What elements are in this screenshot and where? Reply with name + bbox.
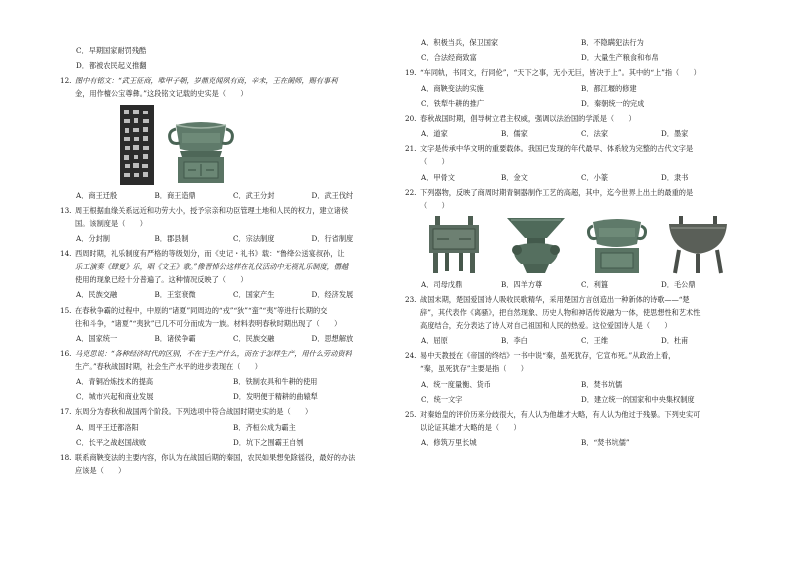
question-text: “秦，虽死犹存”主要是指（ ） — [420, 364, 528, 374]
option: C．早期国家耐罚残酷 — [76, 46, 147, 55]
option-d: D．发明便于精耕的曲辕犁 — [233, 392, 318, 402]
question-16 — [60, 349, 390, 371]
option-b: B．金文 — [501, 172, 528, 182]
option-a: A．商王迁殷 — [76, 190, 118, 200]
question-number: 14. — [60, 249, 72, 259]
question-text: （ ） — [420, 200, 449, 210]
q17-options-row2 — [76, 438, 390, 447]
question-text: “车同轨，书同文，行同伦”，“天下之事，无小无巨，皆决于上”。其中的“上”指（ ） — [420, 68, 701, 78]
question-text: 文字是传承中华文明的重要载体。我国已发现的年代最早、体系较为完整的古代文字是 — [420, 144, 694, 154]
q12-options — [76, 191, 390, 200]
question-number: 13. — [60, 205, 72, 215]
q23-options — [421, 336, 741, 345]
option-d: D．杜甫 — [661, 336, 689, 346]
question-text: 对秦始皇的评价历来分歧很大，有人认为他雄才大略，有人认为他过于残暴。下列史实可 — [420, 410, 701, 419]
q15-options — [76, 334, 390, 343]
option-b: B．四羊方尊 — [501, 279, 543, 289]
option-a: A．青铜冶炼技术的提高 — [76, 377, 154, 387]
question-text: 生产。”春秋战国时期，社会生产水平的进步表现在（ ） — [75, 361, 262, 371]
question-text: 辞”，其代表作《离骚》，把自然现象、历史人物和神话传说融为一体，使思想性和艺术性 — [420, 308, 701, 318]
question-15 — [60, 306, 390, 328]
question-21 — [405, 144, 741, 166]
option-a: A．积极当兵，保卫国家 — [421, 38, 499, 47]
option-d: D．墨家 — [661, 129, 689, 139]
option-a: A．商鞅变法的实施 — [421, 83, 484, 93]
right-column — [405, 34, 741, 453]
q20-options — [421, 129, 741, 138]
q14-options — [76, 290, 390, 299]
question-text: 在春秋争霸的过程中，中原的“诸夏”同周边的“戎”“狄”“蛮”“夷”等进行长期的交 — [75, 305, 328, 315]
option-a: A．屈原 — [421, 336, 448, 346]
question-text: （ ） — [420, 157, 449, 167]
simuwu-ding-image — [423, 216, 485, 274]
question-text: 图中有铭文：“武王征商，唯甲子朝，岁鼎克闻夙有商，辛未，王在阑师，赐有事利 — [75, 76, 338, 86]
question-13 — [60, 206, 390, 228]
option-d: D．思想解放 — [311, 333, 354, 343]
q11-options — [76, 46, 390, 55]
question-14 — [60, 249, 390, 284]
option-a: A．统一度量衡、货币 — [421, 379, 491, 389]
option-d: D．武王伐纣 — [311, 190, 354, 200]
q18-options-row1 — [421, 38, 741, 47]
question-number: 12. — [60, 76, 72, 86]
option-d: D．毛公鼎 — [661, 279, 696, 289]
question-24 — [405, 351, 741, 373]
q24-options-row2 — [421, 395, 741, 404]
question-text: 下列器物，反映了商周时期青铜器制作工艺的高超，其中，迄今世界上出土的最重的是 — [420, 187, 694, 197]
question-text: 国。该制度是（ ） — [75, 218, 147, 228]
option-d: D．经济发展 — [311, 290, 354, 300]
question-25 — [405, 410, 741, 432]
question-text: 高度结合，充分表达了诗人对自己祖国和人民的热爱。这位爱国诗人是（ ） — [420, 321, 672, 331]
question-text: 金，用作檀公宝尊彝。”这段铭文记载的史实是（ ） — [75, 89, 248, 99]
question-19 — [405, 68, 741, 77]
li-gui-image — [587, 216, 647, 274]
question-number: 22. — [405, 187, 417, 197]
option-d: D．坑下之围霸王自刎 — [233, 437, 304, 447]
question-12 — [60, 76, 390, 98]
option-b: B．铁制农具和牛耕的使用 — [233, 377, 318, 387]
question-number: 24. — [405, 351, 417, 361]
option-d: D．秦朝统一的完成 — [581, 98, 645, 108]
option-a: A．修筑万里长城 — [421, 438, 477, 448]
option-b: B．焚书坑儒 — [581, 379, 623, 389]
q11-options-2 — [76, 61, 390, 70]
option-b: B．“焚书坑儒” — [581, 438, 630, 448]
option-c: C．城市兴起和商业发展 — [76, 392, 154, 402]
question-text: 乐工演奏《肆夏》乐，唱《文王》歌。”像晋悼公这样在礼仪活动中无视礼乐制度，僭越 — [75, 262, 349, 272]
question-text: 战国末期，楚国爱国诗人吸收民歌精华，采用楚国方言创造出一种新体的诗歌——“楚 — [420, 295, 690, 305]
option-b: B．郡县制 — [154, 233, 189, 243]
question-number: 25. — [405, 410, 417, 419]
option-c: C．长平之战赵国战败 — [76, 437, 147, 447]
question-17 — [60, 407, 390, 416]
question-number: 23. — [405, 295, 417, 305]
bronze-gui-vessel-image — [168, 115, 234, 185]
q22-images — [423, 216, 741, 274]
q16-options-row1 — [76, 377, 390, 386]
question-number: 16. — [60, 348, 72, 358]
q16-options-row2 — [76, 392, 390, 401]
option-b: B．不隐瞒犯法行为 — [581, 38, 644, 47]
option-c: C．武王分封 — [233, 190, 275, 200]
option-c: C．统一文字 — [421, 394, 463, 404]
question-number: 21. — [405, 144, 417, 154]
question-text: 以论证其雄才大略的是（ ） — [420, 423, 521, 432]
question-text: 西周时期，礼乐制度有严格的等级划分，而《史记・礼书》载：“鲁绛公送宴叔孙，让 — [75, 249, 345, 259]
option-c: C．合法经商致富 — [421, 53, 477, 63]
question-number: 15. — [60, 305, 72, 315]
question-text: 易中天教授在《帝国的终结》一书中说“秦，虽死犹存，它宣布死。”从政治上看， — [420, 351, 676, 361]
question-text: 周王根据血缘关系远近和功劳大小，授予宗亲和功臣管理土地和人民的权力，建立诸侯 — [75, 205, 349, 215]
option-d: D．隶书 — [661, 172, 689, 182]
q22-options — [421, 280, 741, 289]
option-c: C．小篆 — [581, 172, 609, 182]
question-number: 19. — [405, 68, 417, 78]
left-column — [60, 34, 390, 481]
option-a: A．甲骨文 — [421, 172, 455, 182]
option-b: B．王室衰微 — [154, 290, 196, 300]
option-a: A．司母戊鼎 — [421, 279, 463, 289]
option-c: C．宗法制度 — [233, 233, 275, 243]
option-b: B．儒家 — [501, 129, 528, 139]
four-ram-square-zun-image — [503, 216, 569, 274]
option-b: B．齐桓公成为霸主 — [233, 422, 296, 432]
option-a: A．周平王迁都洛阳 — [76, 422, 139, 432]
option-b: B．都江堰的修建 — [581, 83, 637, 93]
option-d: D．行省制度 — [311, 233, 354, 243]
question-number: 17. — [60, 407, 72, 417]
option-c: C．王维 — [581, 336, 609, 346]
option-b: B．商王造鼎 — [154, 190, 196, 200]
option-d: D．大量生产粮食和布帛 — [581, 53, 659, 63]
option-b: B．李白 — [501, 336, 528, 346]
option-c: C．利簋 — [581, 279, 609, 289]
question-text: 使用的现象已经十分普遍了。这种情况反映了（ ） — [75, 275, 248, 285]
option-a: A．国家统一 — [76, 333, 118, 343]
question-18 — [60, 453, 390, 475]
question-text: 应该是（ ） — [75, 466, 126, 475]
q12-images — [120, 105, 390, 185]
q18-options-row2 — [421, 53, 741, 62]
question-23 — [405, 295, 741, 330]
option: D．都被农民起义推翻 — [76, 61, 147, 71]
option-c: C．民族交融 — [233, 333, 275, 343]
inscription-rubbing-image — [120, 105, 154, 185]
option-a: A．分封制 — [76, 233, 110, 243]
q13-options — [76, 234, 390, 243]
question-text: 马克思说：“各种经济时代的区别，不在于生产什么，而在于怎样生产，用什么劳动资料 — [75, 348, 352, 358]
question-22 — [405, 188, 741, 210]
question-text: 东周分为春秋和战国两个阶段。下列选项中符合战国时期史实的是（ ） — [75, 407, 313, 417]
q17-options-row1 — [76, 423, 390, 432]
q25-options-row1 — [421, 438, 741, 447]
option-c: C．国家产生 — [233, 290, 275, 300]
question-number: 18. — [60, 453, 72, 462]
option-b: B．诸侯争霸 — [154, 333, 196, 343]
option-a: A．道家 — [421, 129, 448, 139]
maogong-ding-image — [665, 216, 731, 274]
option-c: C．铁犁牛耕的推广 — [421, 98, 485, 108]
option-c: C．法家 — [581, 129, 609, 139]
question-number: 20. — [405, 113, 417, 123]
q19-options-row1 — [421, 84, 741, 93]
question-text: 往和斗争，“诸夏”“夷狄”已几不可分而成为一族。材料表明春秋时期出现了（ ） — [75, 318, 342, 328]
q21-options — [421, 173, 741, 182]
question-text: 春秋战国时期，倡导树立君主权威，强调以法治国的学派是（ ） — [420, 113, 636, 123]
q24-options-row1 — [421, 380, 741, 389]
option-d: D．建立统一的国家和中央集权制度 — [581, 394, 695, 404]
q19-options-row2 — [421, 99, 741, 108]
option-a: A．民族交融 — [76, 290, 118, 300]
question-text: 联系商鞅变法的主要内容，你认为在战国后期的秦国，农民如果想免除徭役，最好的办法 — [75, 453, 356, 462]
question-20 — [405, 114, 741, 123]
